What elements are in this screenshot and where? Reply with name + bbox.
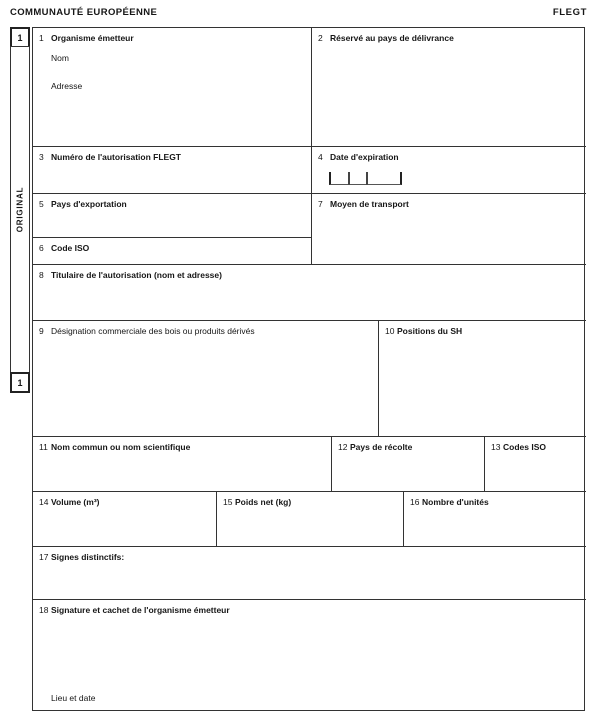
field-number: 16 (410, 497, 420, 507)
field-number: 14 (39, 497, 49, 507)
field-number: 4 (318, 152, 323, 162)
copy-number-box-bottom (10, 372, 30, 393)
field-label: Signes distinctifs: (51, 552, 125, 562)
original-copy-strip (10, 46, 30, 373)
copy-number-bottom: 1 (17, 377, 23, 388)
field-number: 2 (318, 33, 323, 43)
field-number: 10 (385, 326, 395, 336)
field-number: 15 (223, 497, 233, 507)
field-12-country-of-harvest (331, 436, 484, 491)
field-11-common-scientific-name (33, 436, 331, 491)
field-10-hs-headings (378, 320, 586, 436)
field-label: Réservé au pays de délivrance (330, 33, 454, 43)
date-divider-tick (366, 172, 368, 185)
field-label: Pays de récolte (350, 442, 413, 452)
copy-label: ORIGINAL (15, 186, 25, 233)
field-label: Code ISO (51, 243, 90, 253)
field-18-signature-stamp (33, 599, 586, 712)
field-1-name-sublabel: Nom (51, 53, 69, 63)
field-label: Positions du SH (397, 326, 463, 336)
field-number: 13 (491, 442, 501, 452)
field-8-licensee (33, 264, 586, 320)
field-15-net-weight (216, 491, 403, 546)
field-3-flegt-licence-number (33, 146, 311, 193)
field-label: Nom commun ou nom scientifique (51, 442, 191, 452)
field-number: 17 (39, 552, 49, 562)
field-label: Nombre d'unités (422, 497, 489, 507)
field-label: Moyen de transport (330, 199, 409, 209)
scheme-title: FLEGT (552, 7, 587, 18)
field-label: Pays d'exportation (51, 199, 127, 209)
field-17-distinguishing-marks (33, 546, 586, 599)
field-number: 1 (39, 33, 44, 43)
field-label: Date d'expiration (330, 152, 399, 162)
copy-number-top: 1 (17, 32, 23, 43)
date-divider-tick (348, 172, 350, 185)
field-13-iso-codes (484, 436, 586, 491)
field-label: Signature et cachet de l'organisme émetteur (51, 605, 230, 615)
field-label: Titulaire de l'autorisation (nom et adresse) (51, 270, 222, 280)
field-1-issuing-authority (33, 28, 311, 146)
field-number: 8 (39, 270, 44, 280)
field-2-reserved-issuing-country (311, 28, 586, 146)
field-number: 12 (338, 442, 348, 452)
field-9-commercial-description (33, 320, 378, 436)
field-label: Désignation commerciale des bois ou produits dérivés (51, 326, 255, 336)
field-number: 5 (39, 199, 44, 209)
field-14-volume (33, 491, 216, 546)
community-title: COMMUNAUTÉ EUROPÉENNE (10, 7, 158, 18)
field-16-number-of-units (403, 491, 586, 546)
field-1-address-sublabel: Adresse (51, 81, 83, 91)
expiry-date-entry-boxes (329, 172, 402, 185)
field-4-expiry-date (311, 146, 586, 193)
field-number: 3 (39, 152, 44, 162)
field-number: 11 (39, 442, 48, 452)
field-label: Numéro de l'autorisation FLEGT (51, 152, 182, 162)
field-7-means-of-transport (311, 193, 586, 264)
field-label: Codes ISO (503, 442, 546, 452)
field-6-iso-code (33, 237, 311, 264)
field-label: Organisme émetteur (51, 33, 134, 43)
field-label: Poids net (kg) (235, 497, 292, 507)
copy-number-box-top (10, 27, 30, 48)
field-number: 18 (39, 605, 49, 615)
field-number: 6 (39, 243, 44, 253)
field-18-place-date-sublabel: Lieu et date (51, 693, 96, 703)
field-label: Volume (m³) (51, 497, 100, 507)
field-5-country-of-export (33, 193, 311, 237)
field-number: 9 (39, 326, 44, 336)
licence-form-grid (32, 27, 585, 711)
field-number: 7 (318, 199, 323, 209)
